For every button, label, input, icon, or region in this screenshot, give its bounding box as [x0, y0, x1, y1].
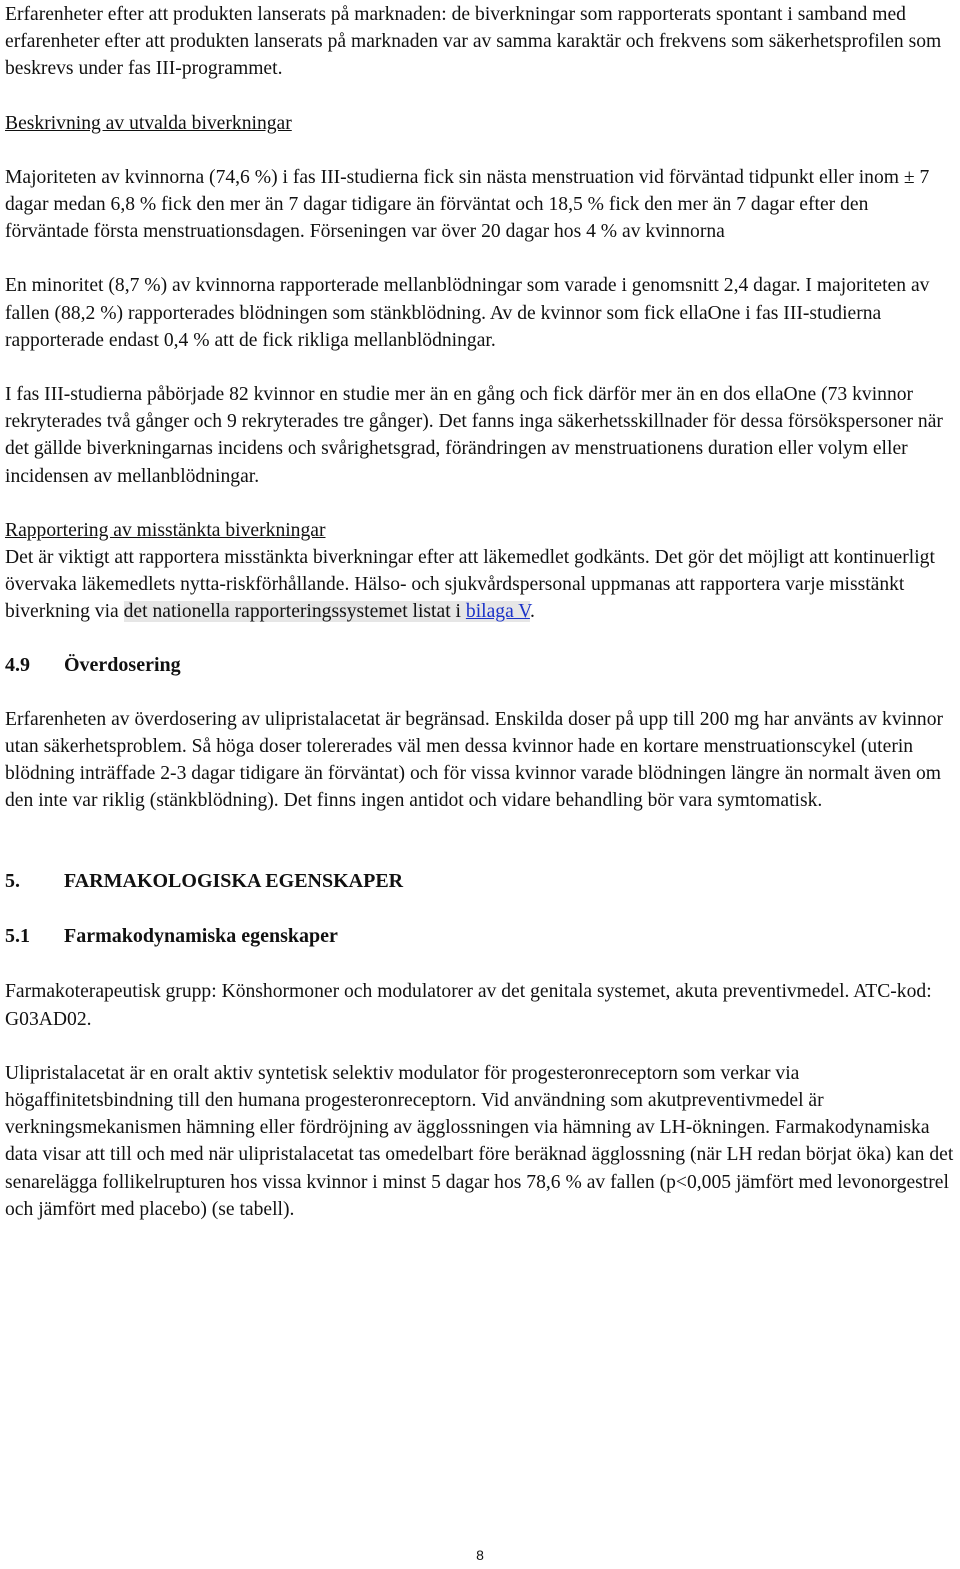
section-title: Farmakodynamiska egenskaper	[64, 925, 338, 948]
heading-selected-reactions: Beskrivning av utvalda biverkningar	[5, 112, 292, 134]
heading-section-5-1	[5, 923, 955, 950]
heading-section-5	[5, 868, 955, 895]
paragraph-spotting: En minoritet (8,7 %) av kvinnorna rapporterade mellanblödningar som varade i genomsnitt 2,4 dagar. I majoriteten av fallen (88,2 %) rapporterades blödningen som stänkblödning. Av de kvinnor som fick ellaOne i fas III-studierna rapporterade endast 0,4 % att de fick rikliga mellanblödningar.	[5, 275, 930, 351]
section-number: 5.	[5, 870, 20, 893]
reporting-highlight-text: det nationella rapporteringssystemet listat i	[123, 601, 466, 623]
heading-reporting: Rapportering av misstänkta biverkningar	[5, 519, 326, 541]
annex-v-link[interactable]: bilaga V	[465, 601, 530, 623]
reporting-text-end: .	[529, 601, 535, 623]
document-page	[5, 0, 955, 1223]
paragraph-pharmacotherapeutic-group: Farmakoterapeutisk grupp: Könshormoner och modulatorer av det genitala systemet, akuta preventivmedel. ATC-kod: G03AD02.	[5, 981, 932, 1030]
reporting-highlight	[124, 601, 530, 622]
paragraph-menstruation: Majoriteten av kvinnorna (74,6 %) i fas III-studierna fick sin nästa menstruation vid förväntad tidpunkt eller inom ± 7 dagar medan 6,8 % fick den mer än 7 dagar tidigare än förväntat och 18,5 % fick den mer än 7 dagar efter den förväntade första menstruationsdagen. Förseningen var över 20 dagar hos 4 % av kvinnorna	[5, 166, 930, 243]
heading-section-4-9	[5, 652, 955, 679]
reporting-text: Det är viktigt att rapportera misstänkta biverkningar efter att läkemedlet godkänts. Det gör det möjligt att kontinuerligt övervaka läkemedlets nytta-riskförhållande. Hälso- och sjukvårdspersonal uppmanas att rapportera varje misstänkt biverkning via	[5, 547, 935, 623]
paragraph-postmarketing: Erfarenheter efter att produkten lanserats på marknaden: de biverkningar som rapporterats spontant i samband med erfarenheter efter att produkten lanserats på marknaden var av samma karaktär och frekvens som säkerhetsprofilen som beskrevs under fas III-programmet.	[5, 4, 942, 80]
page-number: 8	[476, 1547, 484, 1563]
section-number: 4.9	[5, 653, 30, 676]
paragraph-reporting	[5, 544, 955, 626]
section-title: Överdosering	[64, 653, 181, 676]
paragraph-mechanism: Ulipristalacetat är en oralt aktiv syntetisk selektiv modulator för progesteronreceptorn som verkar via högaffinitetsbindning till den humana progesteronreceptorn. Vid användning som akutpreventivmedel är verkningsmekanismen hämning eller fördröjning av ägglossningen via hämning av LH-ökningen. Farmakodynamiska data visar att till och med när ulipristalacetat tas omedelbart före beräknad ägglossning (när LH redan börjat öka) kan det senarelägga follikelrupturen hos vissa kvinnor i minst 5 dagar hos 78,6 % av fallen (p<0,005 jämfört med levonorgestrel och jämfört med placebo) (se tabell).	[5, 1062, 954, 1220]
paragraph-overdose: Erfarenheten av överdosering av ulipristalacetat är begränsad. Enskilda doser på upp till 200 mg har använts av kvinnor utan säkerhetsproblem. Så höga doser tolererades väl men dessa kvinnor hade en kortare menstruationscykel (uterin blödning inträffade 2-3 dagar tidigare än förväntat) och för vissa kvinnor varade blödningen längre än normalt även om den inte var riklig (stänkblödning). Det finns ingen antidot och vidare behandling bör vara symtomatisk.	[5, 708, 944, 812]
paragraph-repeat-doses: I fas III-studierna påbörjade 82 kvinnor en studie mer än en gång och fick därför mer än en dos ellaOne (73 kvinnor rekryterades två gånger och 9 rekryterades tre gånger). Det fanns inga säkerhetsskillnader för dessa försökspersoner när det gällde biverkningarnas incidens och svårighetsgrad, förändringen av menstruationens duration eller volym eller incidensen av mellanblödningar.	[5, 384, 943, 487]
section-title: FARMAKOLOGISKA EGENSKAPER	[64, 870, 404, 893]
section-number: 5.1	[5, 925, 30, 948]
